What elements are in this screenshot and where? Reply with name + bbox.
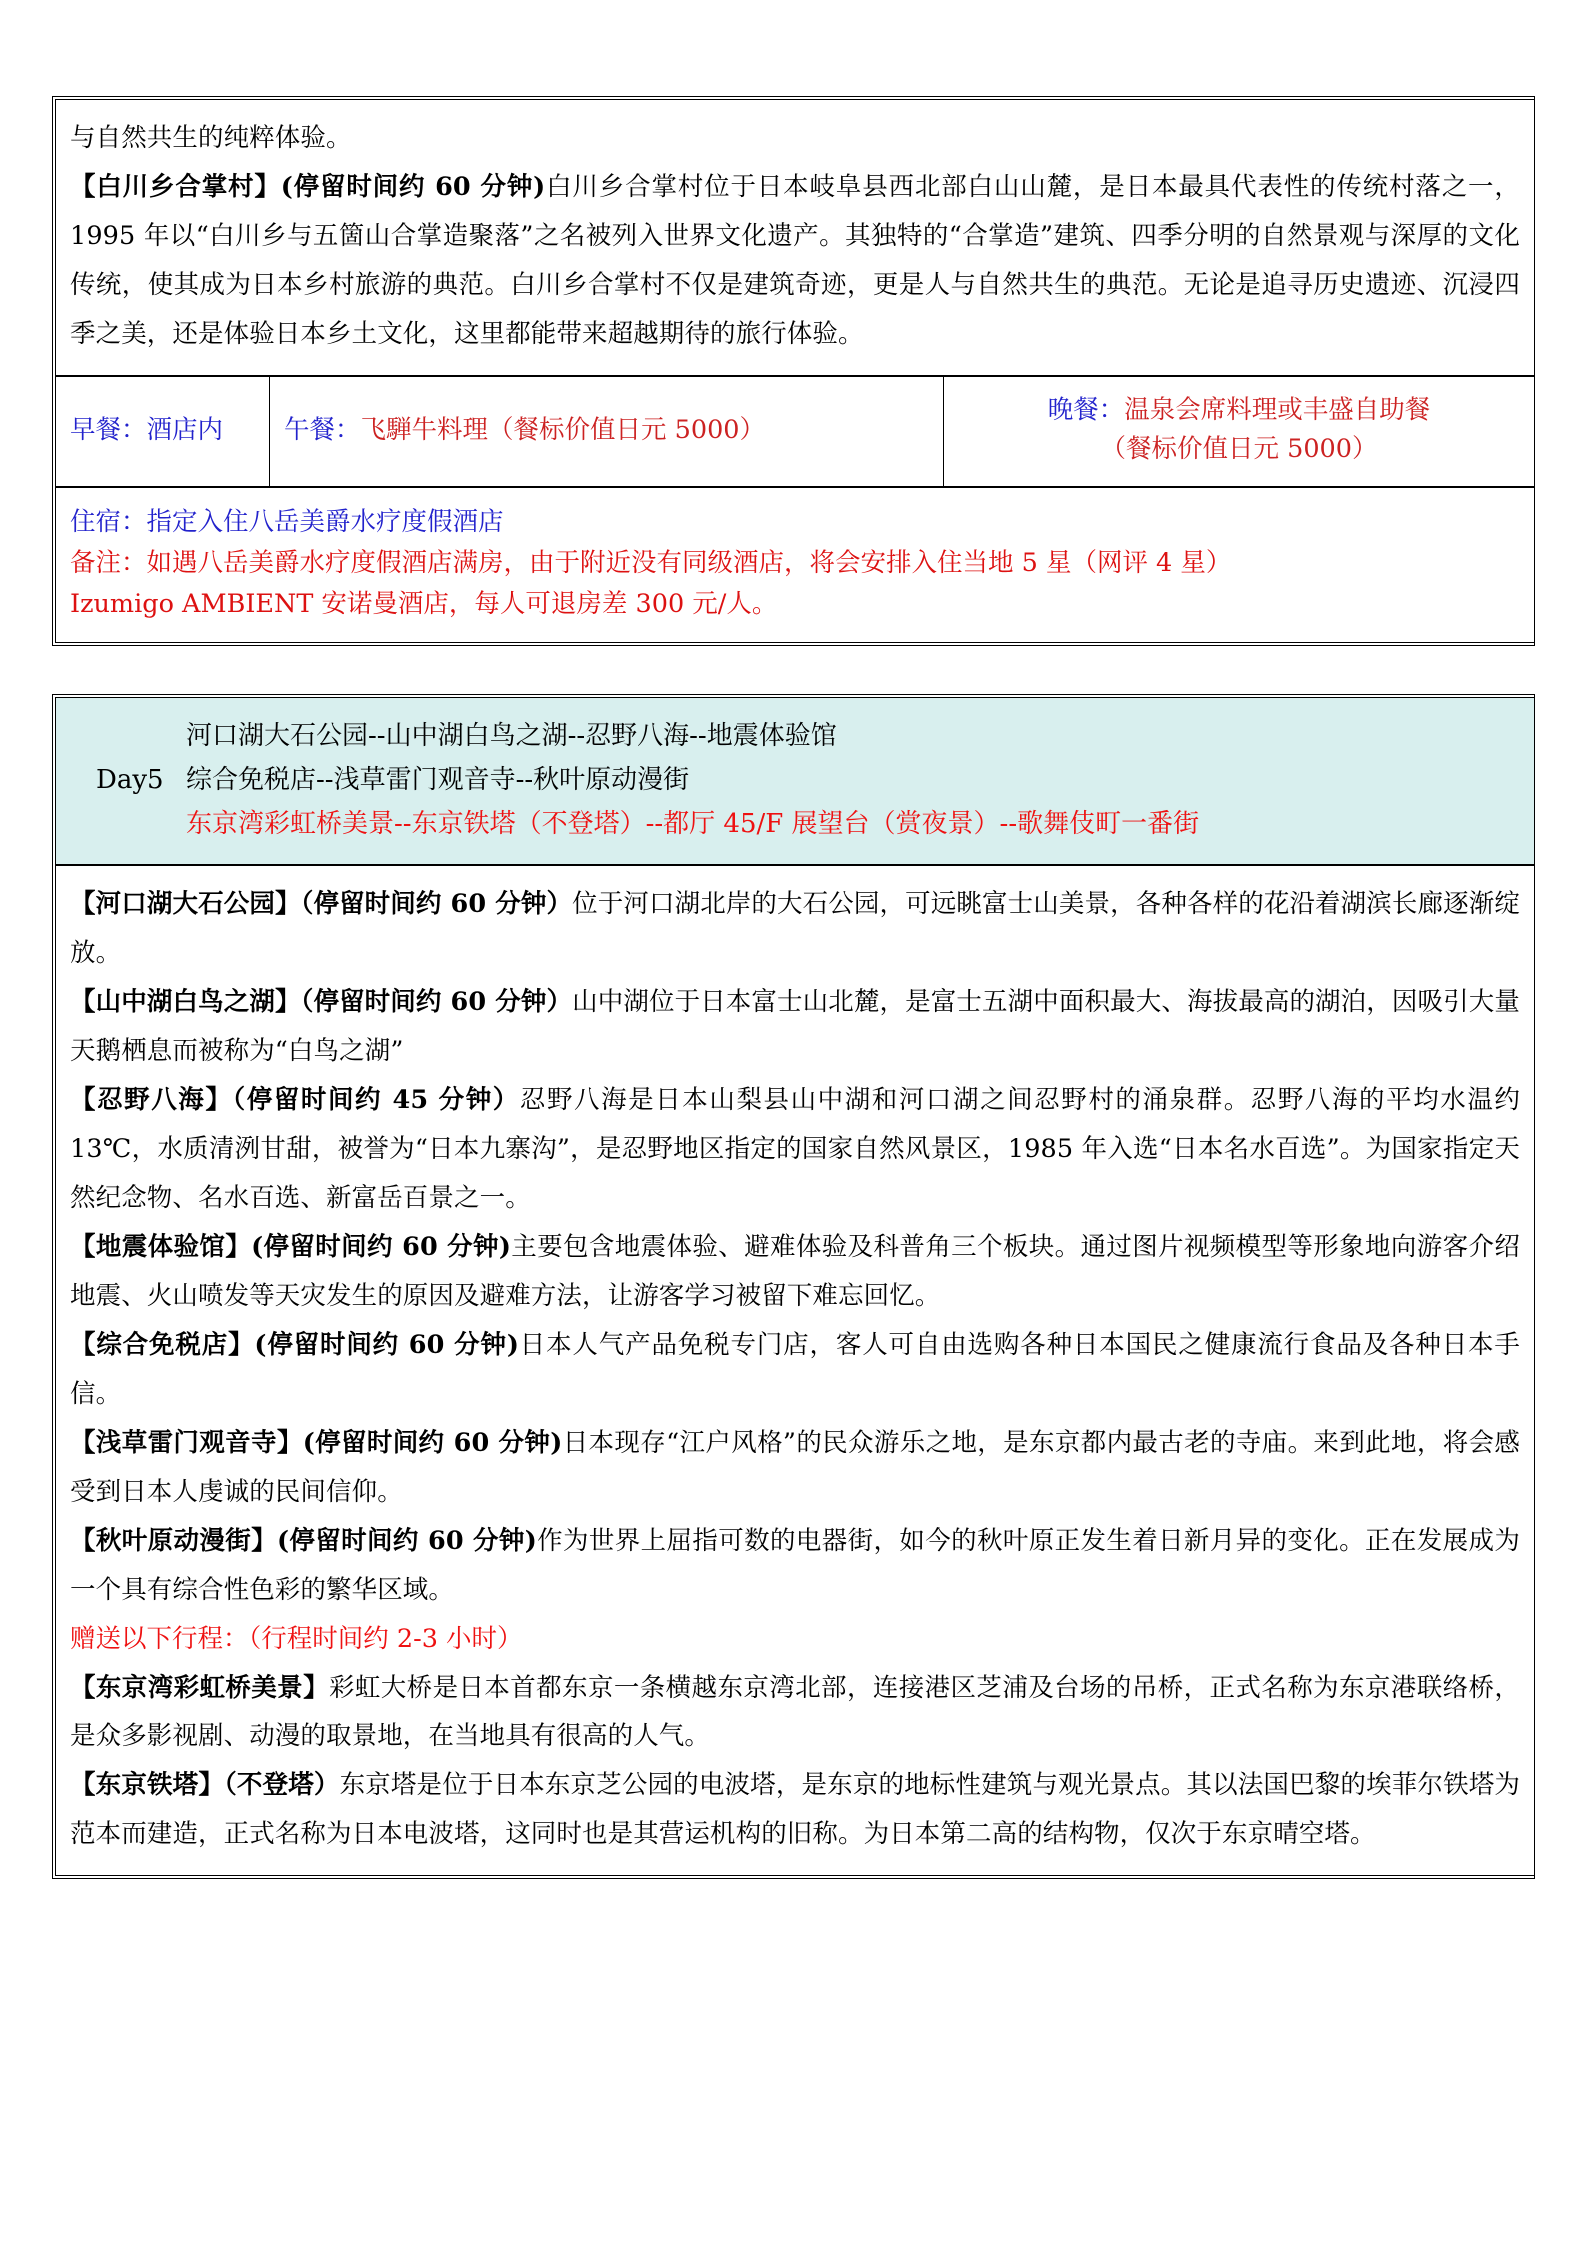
table-row xyxy=(56,866,1535,1876)
gift-body-1: 东京塔是位于日本东京芝公园的电波塔，是东京的地标性建筑与观光景点。其以法国巴黎的埃菲尔铁塔为范本而建造，正式名称为日本电波塔，这同时也是其营运机构的旧称。为日本第二高的结构物，仅次于东京晴空塔。 xyxy=(70,1770,1520,1850)
item-paragraph-1 xyxy=(70,978,1520,1076)
continuation-line: 与自然共生的纯粹体验。 xyxy=(70,123,352,153)
day5-description-cell xyxy=(56,866,1535,1876)
gift-title-1: 【东京铁塔】 xyxy=(70,1770,224,1801)
day4-stay-table xyxy=(55,487,1535,643)
remark-line-1 xyxy=(70,543,1520,584)
item-paragraph-3 xyxy=(70,1223,1520,1321)
gift-paragraph-0 xyxy=(70,1664,1520,1762)
day4-description-table xyxy=(55,99,1535,376)
item-duration-3: (停留时间约 60 分钟) xyxy=(251,1231,511,1262)
dinner-cell xyxy=(944,376,1535,486)
route-line-3: 东京湾彩虹桥美景--东京铁塔（不登塔）--都厅 45/F 展望台（赏夜景）--歌舞伎町一番街 xyxy=(186,809,1200,840)
item-duration-4: (停留时间约 60 分钟) xyxy=(254,1329,519,1360)
item-body-1: 山中湖位于日本富士山北麓，是富士五湖中面积最大、海拔最高的湖泊，因吸引大量天鹅栖息而被称为“白鸟之湖” xyxy=(70,987,1520,1067)
item-body-3: 主要包含地震体验、避难体验及科普角三个板块。通过图片视频模型等形象地向游客介绍地震、火山喷发等天灾发生的原因及避难方法，让游客学习被留下难忘回忆。 xyxy=(70,1231,1521,1311)
item-paragraph-6 xyxy=(70,1517,1520,1615)
dinner-value-line2: （餐标价值日元 5000） xyxy=(1100,434,1378,465)
remark-line-2: Izumigo AMBIENT 安诺曼酒店，每人可退房差 300 元/人。 xyxy=(70,589,778,620)
baichuanxiang-title: 【白川乡合掌村】 xyxy=(70,171,281,202)
item-paragraph-5 xyxy=(70,1419,1520,1517)
item-duration-6: (停留时间约 60 分钟) xyxy=(276,1525,537,1556)
item-duration-2: （停留时间约 45 分钟） xyxy=(232,1085,520,1116)
item-body-5: 日本现存“江户风格”的民众游乐之地，是东京都内最古老的寺庙。来到此地，将会感受到日本人虔诚的民间信仰。 xyxy=(70,1427,1521,1507)
item-body-0: 位于河口湖北岸的大石公园，可远眺富士山美景，各种各样的花沿着湖滨长廊逐渐绽放。 xyxy=(70,889,1520,969)
day5-description-table xyxy=(55,865,1535,1876)
dinner-label: 晚餐： xyxy=(1047,394,1125,425)
item-title-2: 【忍野八海】 xyxy=(70,1085,233,1116)
lunch-value: 飞騨牛料理（餐标价值日元 5000） xyxy=(360,414,766,445)
day5-routes xyxy=(186,714,1524,847)
item-duration-1: （停留时间约 60 分钟） xyxy=(300,987,573,1018)
gift-paragraph-1 xyxy=(70,1761,1520,1859)
day4-meals-table xyxy=(55,376,1535,487)
table-row xyxy=(56,487,1535,642)
item-title-5: 【浅草雷门观音寺】 xyxy=(70,1427,303,1458)
item-title-4: 【综合免税店】 xyxy=(70,1329,255,1360)
baichuanxiang-paragraph xyxy=(70,163,1520,359)
item-body-2: 忍野八海是日本山梨县山中湖和河口湖之间忍野村的涌泉群。忍野八海的平均水温约 13℃，水质清洌甘甜，被誉为“日本九寨沟”，是忍野地区指定的国家自然风景区，1985 年入选“日本名水百选”。为国家指定天然纪念物、名水百选、新富岳百景之一。 xyxy=(70,1085,1520,1213)
item-duration-5: (停留时间约 60 分钟) xyxy=(302,1427,563,1458)
block-separator xyxy=(52,646,1535,694)
item-body-4: 日本人气产品免税专门店，客人可自由选购各种日本国民之健康流行食品及各种日本手信。 xyxy=(70,1329,1520,1409)
item-paragraph-4 xyxy=(70,1321,1520,1419)
breakfast-value: 酒店内 xyxy=(146,414,224,445)
gift-title-0: 【东京湾彩虹桥美景】 xyxy=(70,1672,329,1703)
day5-header-wrap xyxy=(66,714,1524,847)
item-paragraph-2 xyxy=(70,1076,1520,1223)
stay-label: 住宿： xyxy=(70,506,147,537)
stay-line xyxy=(70,502,1520,543)
route-line-2: 综合免税店--浅草雷门观音寺--秋叶原动漫街 xyxy=(186,764,690,795)
day5-header-cell xyxy=(56,697,1535,865)
table-row xyxy=(56,100,1535,376)
breakfast-label: 早餐： xyxy=(70,414,147,445)
day5-block xyxy=(52,694,1535,1880)
day5-header-table xyxy=(55,697,1535,866)
breakfast-cell xyxy=(56,376,270,486)
dinner-value-line1: 温泉会席料理或丰盛自助餐 xyxy=(1124,394,1431,425)
gift-line: 赠送以下行程：（行程时间约 2-3 小时） xyxy=(70,1623,523,1654)
item-title-3: 【地震体验馆】 xyxy=(70,1231,252,1262)
remark-text-1: 如遇八岳美爵水疗度假酒店满房，由于附近没有同级酒店，将会安排入住当地 5 星（网评 4 星） xyxy=(146,548,1232,579)
day5-label: Day5 xyxy=(96,764,164,795)
lunch-cell xyxy=(270,376,944,486)
item-body-6: 作为世界上屈指可数的电器街，如今的秋叶原正发生着日新月异的变化。正在发展成为一个具有综合性色彩的繁华区域。 xyxy=(70,1525,1520,1605)
gift-body-0: 彩虹大桥是日本首都东京一条横越东京湾北部，连接港区芝浦及台场的吊桥，正式名称为东京港联络桥，是众多影视剧、动漫的取景地，在当地具有很高的人气。 xyxy=(70,1672,1520,1752)
stay-remark-cell xyxy=(56,487,1535,642)
item-title-0: 【河口湖大石公园】 xyxy=(70,889,301,920)
item-duration-0: （停留时间约 60 分钟） xyxy=(300,889,573,920)
item-paragraph-0 xyxy=(70,880,1520,978)
route-line-1: 河口湖大石公园--山中湖白鸟之湖--忍野八海--地震体验馆 xyxy=(186,720,837,751)
item-title-1: 【山中湖白鸟之湖】 xyxy=(70,987,301,1018)
baichuanxiang-body: 白川乡合掌村位于日本岐阜县西北部白山山麓，是日本最具代表性的传统村落之一，1995 年以“白川乡与五箇山合掌造聚落”之名被列入世界文化遗产。其独特的“合掌造”建筑、四季分明的自然景观与深厚的文化传统，使其成为日本乡村旅游的典范。白川乡合掌村不仅是建筑奇迹，更是人与自然共生的典范。无论是追寻历史遗迹、沉浸四季之美，还是体验日本乡土文化，这里都能带来超越期待的旅行体验。 xyxy=(70,171,1521,349)
stay-value: 指定入住八岳美爵水疗度假酒店 xyxy=(146,506,504,537)
day4-block xyxy=(52,96,1535,646)
lunch-label: 午餐： xyxy=(284,414,361,445)
table-row xyxy=(56,697,1535,865)
baichuanxiang-duration: (停留时间约 60 分钟) xyxy=(280,171,546,202)
item-title-6: 【秋叶原动漫街】 xyxy=(70,1525,277,1556)
remark-label: 备注： xyxy=(70,548,147,579)
gift-duration-1: （不登塔） xyxy=(223,1770,340,1801)
day4-description-cell xyxy=(56,100,1535,376)
table-row xyxy=(56,376,1535,486)
